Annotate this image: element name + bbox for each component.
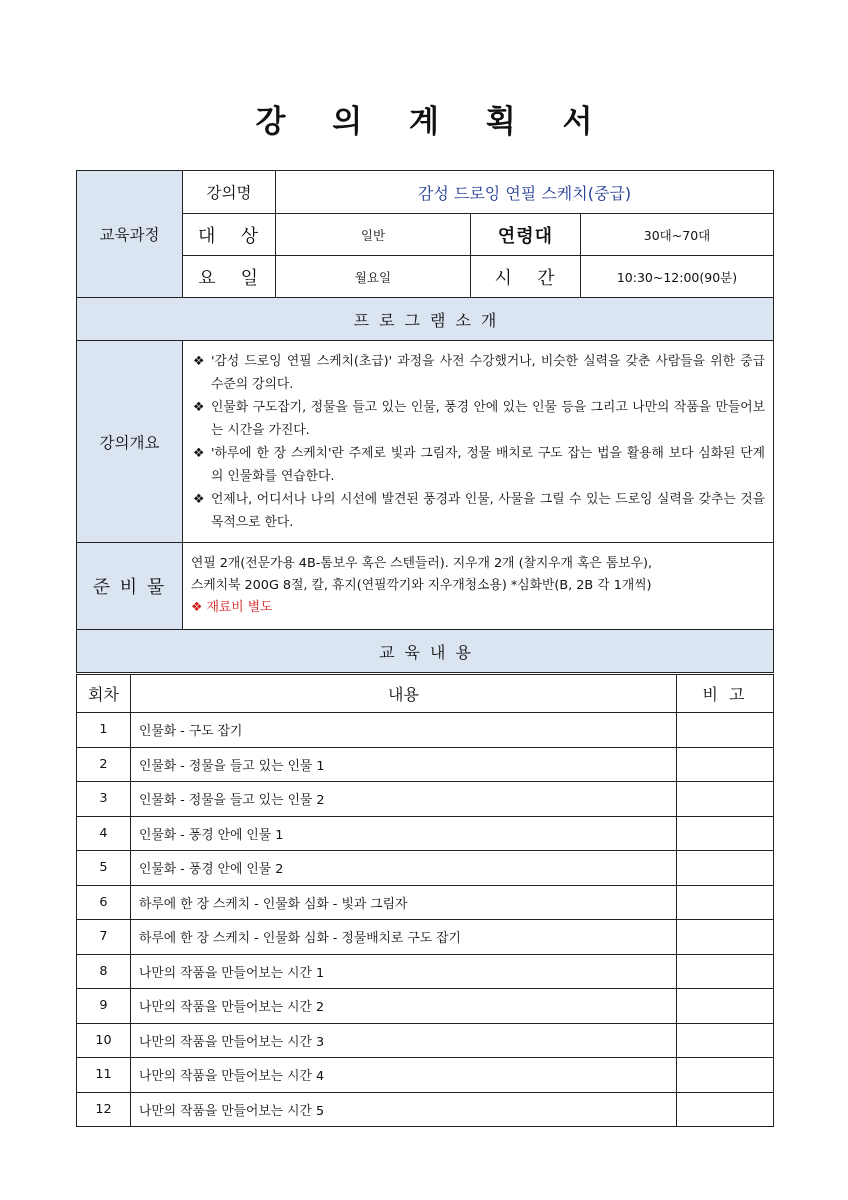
day-label: 요 일 <box>183 256 276 298</box>
session-note <box>677 1092 774 1127</box>
table-row <box>77 816 774 851</box>
col-session-header: 회차 <box>77 675 131 713</box>
day-value: 월요일 <box>276 256 471 298</box>
materials-line: 스케치북 200G 8절, 칼, 휴지(연필깍기와 지우개청소용) *심화반(B, 2B 각 1개씩) <box>191 578 652 593</box>
table-row <box>77 885 774 920</box>
diamond-bullet-icon: ❖ <box>193 399 205 415</box>
session-number: 5 <box>77 851 131 886</box>
session-note <box>677 885 774 920</box>
session-number: 7 <box>77 920 131 955</box>
overview-item: ❖ 언제나, 어디서나 나의 시선에 발견된 풍경과 인물, 사물을 그릴 수 있는 드로잉 실력을 갖추는 것을 목적으로 한다. <box>193 488 765 534</box>
table-row <box>77 713 774 748</box>
overview-item: ❖ '감성 드로잉 연필 스케치(초급)' 과정을 사전 수강했거나, 비슷한 실력을 갖춘 사람들을 위한 중급 수준의 강의다. <box>193 350 765 396</box>
session-content: 나만의 작품을 만들어보는 시간 4 <box>131 1058 677 1093</box>
session-note <box>677 816 774 851</box>
session-note <box>677 1023 774 1058</box>
table-row <box>77 989 774 1024</box>
table-row <box>77 920 774 955</box>
session-note <box>677 747 774 782</box>
diamond-bullet-icon: ❖ <box>193 353 205 369</box>
materials-content <box>183 543 774 630</box>
session-note <box>677 954 774 989</box>
session-number: 3 <box>77 782 131 817</box>
session-number: 1 <box>77 713 131 748</box>
session-content: 나만의 작품을 만들어보는 시간 2 <box>131 989 677 1024</box>
overview-item: ❖ '하루에 한 장 스케치'란 주제로 빛과 그림자, 정물 배치로 구도 잡는 법을 활용해 보다 심화된 단계의 인물화를 연습한다. <box>193 442 765 488</box>
table-row <box>77 1023 774 1058</box>
table-row <box>77 1058 774 1093</box>
session-number: 8 <box>77 954 131 989</box>
diamond-bullet-icon: ❖ <box>193 445 205 461</box>
diamond-bullet-icon: ❖ <box>191 600 203 615</box>
session-content: 인물화 - 정물을 들고 있는 인물 2 <box>131 782 677 817</box>
education-table <box>76 674 774 1127</box>
session-number: 11 <box>77 1058 131 1093</box>
table-row <box>77 1092 774 1127</box>
session-note <box>677 920 774 955</box>
education-heading: 교육내용 <box>77 630 774 673</box>
course-info-table <box>76 170 774 673</box>
session-number: 12 <box>77 1092 131 1127</box>
table-row <box>77 954 774 989</box>
materials-line: 연필 2개(전문가용 4B-톰보우 혹은 스텐들러). 지우개 2개 (찰지우개 혹은 톰보우), <box>191 556 653 571</box>
materials-label: 준 비 물 <box>77 543 183 630</box>
diamond-bullet-icon: ❖ <box>193 491 205 507</box>
session-content: 나만의 작품을 만들어보는 시간 1 <box>131 954 677 989</box>
session-number: 10 <box>77 1023 131 1058</box>
target-label: 대 상 <box>183 214 276 256</box>
session-content: 인물화 - 풍경 안에 인물 1 <box>131 816 677 851</box>
table-row <box>77 782 774 817</box>
session-number: 2 <box>77 747 131 782</box>
overview-item: ❖ 인물화 구도잡기, 정물을 들고 있는 인물, 풍경 안에 있는 인물 등을 그리고 나만의 작품을 만들어보는 시간을 가진다. <box>193 396 765 442</box>
overview-content <box>183 341 774 543</box>
age-value: 30대~70대 <box>581 214 774 256</box>
session-content: 하루에 한 장 스케치 - 인물화 심화 - 빛과 그림자 <box>131 885 677 920</box>
course-section-label: 교육과정 <box>77 171 183 298</box>
target-value: 일반 <box>276 214 471 256</box>
table-row <box>77 747 774 782</box>
course-name: 감성 드로잉 연필 스케치(중급) <box>276 171 774 214</box>
age-label: 연령대 <box>471 214 581 256</box>
session-number: 4 <box>77 816 131 851</box>
session-content: 인물화 - 정물을 들고 있는 인물 1 <box>131 747 677 782</box>
session-number: 9 <box>77 989 131 1024</box>
overview-label: 강의개요 <box>77 341 183 543</box>
session-content: 나만의 작품을 만들어보는 시간 3 <box>131 1023 677 1058</box>
session-note <box>677 989 774 1024</box>
materials-note: ❖ 재료비 별도 <box>191 600 273 615</box>
time-value: 10:30~12:00(90분) <box>581 256 774 298</box>
session-note <box>677 851 774 886</box>
course-name-label: 강의명 <box>183 171 276 214</box>
table-row <box>77 851 774 886</box>
session-content: 하루에 한 장 스케치 - 인물화 심화 - 정물배치로 구도 잡기 <box>131 920 677 955</box>
col-note-header: 비 고 <box>677 675 774 713</box>
session-note <box>677 782 774 817</box>
document-title: 강 의 계 획 서 <box>255 104 611 140</box>
program-heading: 프로그램소개 <box>77 298 774 341</box>
session-note <box>677 1058 774 1093</box>
session-content: 인물화 - 풍경 안에 인물 2 <box>131 851 677 886</box>
session-number: 6 <box>77 885 131 920</box>
session-content: 인물화 - 구도 잡기 <box>131 713 677 748</box>
col-content-header: 내용 <box>131 675 677 713</box>
time-label: 시 간 <box>471 256 581 298</box>
session-note <box>677 713 774 748</box>
session-content: 나만의 작품을 만들어보는 시간 5 <box>131 1092 677 1127</box>
